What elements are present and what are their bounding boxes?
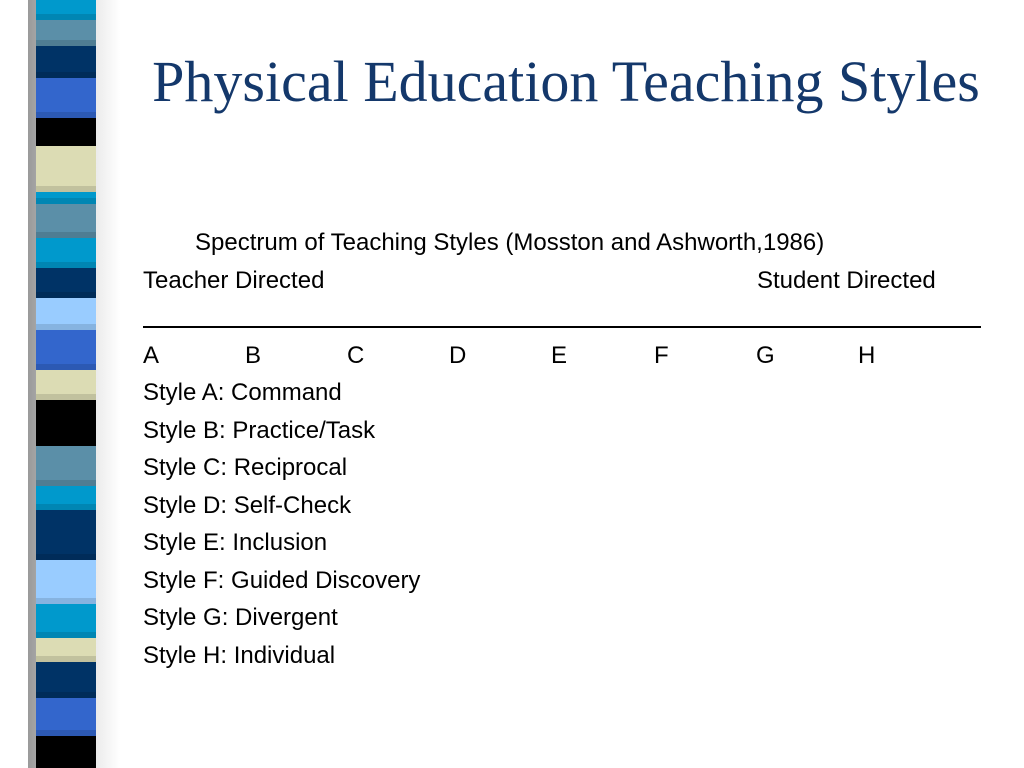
style-item: Style C: Reciprocal bbox=[143, 454, 348, 481]
spectrum-letter: A bbox=[143, 341, 160, 369]
strip-block bbox=[36, 510, 96, 560]
style-item: Style E: Inclusion bbox=[143, 529, 328, 556]
style-item: Style B: Practice/Task bbox=[143, 416, 376, 444]
style-item: Style A: Command bbox=[143, 379, 342, 406]
spectrum-letter: F bbox=[654, 341, 669, 369]
style-item: Style D: Self-Check bbox=[143, 491, 352, 519]
style-item: Style F: Guided Discovery bbox=[143, 566, 421, 594]
spectrum-letters-row bbox=[143, 337, 1003, 375]
style-item: Style G: Divergent bbox=[143, 604, 338, 631]
spectrum-line bbox=[143, 326, 981, 328]
spectrum-direction-row bbox=[143, 262, 1003, 300]
slide-title: Physical Education Teaching Styles bbox=[152, 49, 980, 114]
student-directed-label: Student Directed bbox=[757, 266, 936, 294]
spectrum-letter: C bbox=[347, 341, 365, 369]
spectrum-letter: D bbox=[449, 341, 467, 369]
decorative-color-strip bbox=[36, 0, 96, 768]
teacher-directed-label: Teacher Directed bbox=[143, 266, 325, 294]
slide-body bbox=[143, 224, 1003, 674]
spectrum-letter: H bbox=[858, 341, 876, 369]
spectrum-letter: G bbox=[756, 341, 775, 369]
strip-block-shade bbox=[36, 762, 96, 768]
spectrum-subtitle: Spectrum of Teaching Styles (Mosston and Ashworth,1986) bbox=[195, 229, 825, 256]
style-item: Style H: Individual bbox=[143, 641, 336, 669]
spectrum-letter: E bbox=[551, 341, 568, 369]
spectrum-letter: B bbox=[245, 341, 262, 369]
spectrum-rule-row bbox=[143, 299, 1003, 337]
